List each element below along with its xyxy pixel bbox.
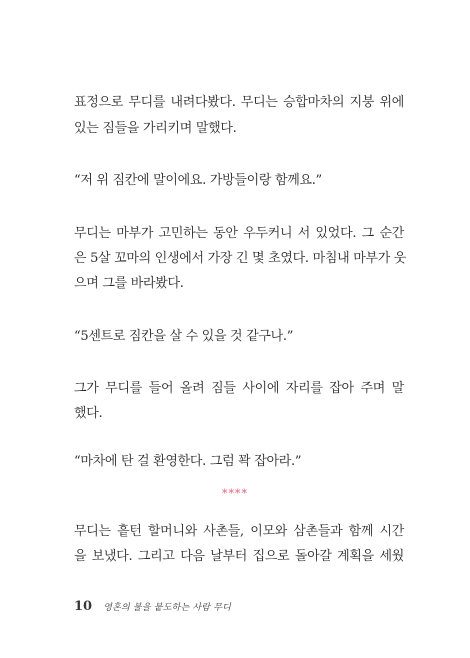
body-text-line: 있는 짐들을 가리키며 말했다.: [74, 121, 237, 136]
body-text-line: 표정으로 무디를 내려다봤다. 무디는 승합마차의 지붕 위에: [74, 95, 404, 110]
body-text-line: 을 보냈다. 그리고 다음 날부터 집으로 돌아갈 계획을 세웠: [74, 549, 404, 564]
body-text-line: 은 5살 꼬마의 인생에서 가장 긴 몇 초였다. 마침내 마부가 웃: [74, 251, 407, 266]
body-text-line: 으며 그를 바라봤다.: [74, 276, 184, 291]
running-title: 영혼의 불을 붙도하는 사람 무디: [103, 603, 232, 613]
body-text-line: 그가 무디를 들어 올려 짐들 사이에 자리를 잡아 주며 말: [74, 381, 404, 396]
page-footer: [74, 595, 231, 614]
dialogue-line: “5센트로 짐칸을 살 수 있을 것 같구나.”: [74, 329, 294, 344]
dialogue-line: “마차에 탄 걸 환영한다. 그럼 꽉 잡아라.”: [74, 454, 302, 469]
dialogue-line: “저 위 짐칸에 말이에요. 가방들이랑 함께요.”: [74, 173, 322, 188]
page-number: 10: [74, 599, 93, 614]
body-text-line: 무디는 흩턴 할머니와 사촌들, 이모와 삼촌들과 함께 시간: [74, 524, 404, 539]
body-text-line: 무디는 마부가 고민하는 동안 우두커니 서 있었다. 그 순간: [74, 226, 404, 241]
body-text-line: 했다.: [74, 406, 103, 421]
section-separator: ****: [222, 487, 248, 500]
